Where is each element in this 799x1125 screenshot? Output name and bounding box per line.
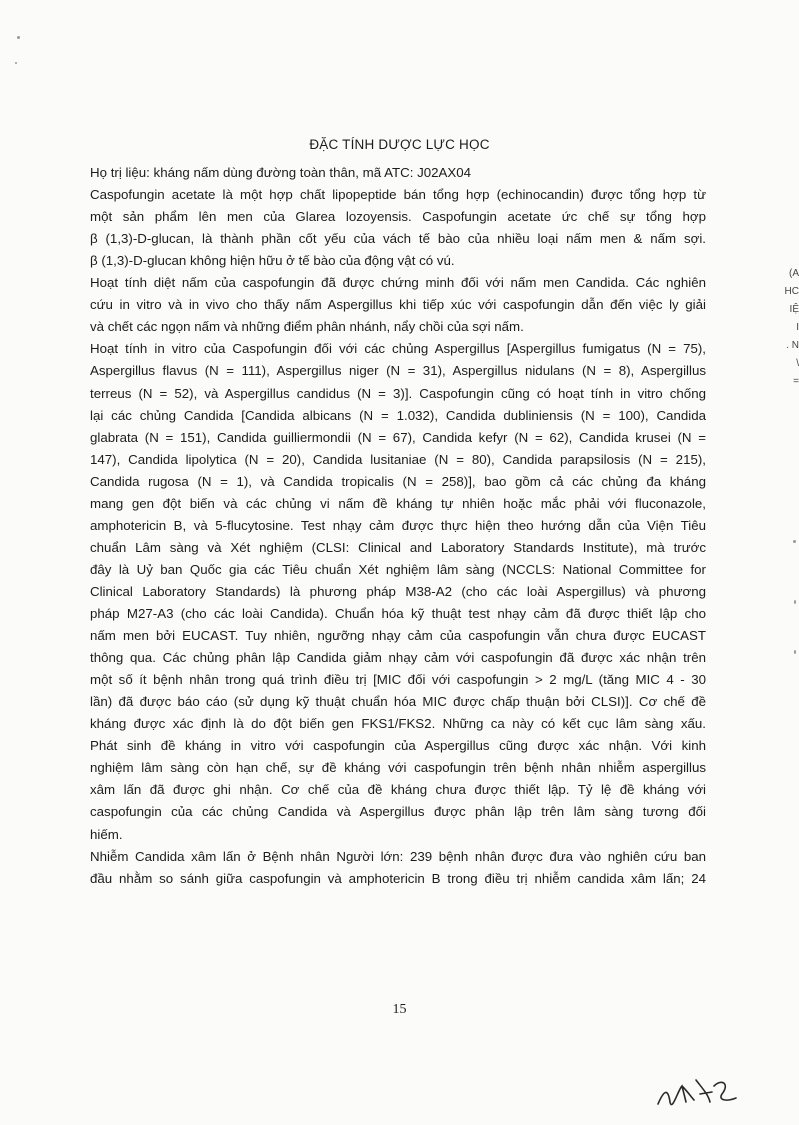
text-line: nấm men bởi EUCAST. Tuy nhiên, ngưỡng nhạy cảm của caspofungin vẫn chưa được EUCAST	[90, 628, 706, 644]
text-line: hiếm.	[90, 826, 123, 842]
handwritten-signature	[652, 1068, 762, 1118]
text-line: glabrata (N = 151), Candida guilliermondii (N = 67), Candida kefyr (N = 62), Candida krusei (N =	[90, 429, 706, 445]
text-line: Hoạt tính in vitro của Caspofungin đối với các chủng Aspergillus [Aspergillus fumigatus (N = 75),	[90, 341, 706, 357]
text-line: một sản phẩm lên men của Glarea lozoyensis. Caspofungin acetate ức chế sự tổng hợp	[90, 209, 706, 225]
scan-speck	[15, 62, 17, 64]
scan-margin-marks	[775, 265, 799, 415]
margin-mark: IỆ	[789, 304, 799, 315]
text-line: 147), Candida lipolytica (N = 20), Candida lusitaniae (N = 80), Candida parapsilosis (N = 215),	[90, 451, 706, 467]
text-line: nghiệm lâm sàng còn hạn chế, sự đề kháng với caspofungin trên bệnh nhân nhiễm aspergillus	[90, 760, 706, 776]
text-line: một số ít bệnh nhân trong quá trình điều trị [MIC đối với caspofungin > 2 mg/L (tăng MIC 4 - 30	[90, 672, 706, 688]
text-line: terreus (N = 52), và Aspergillus candidus (N = 3)]. Caspofungin cũng có hoạt tính in vitro chống	[90, 385, 706, 401]
text-line: kháng được xác định là do đột biến gen FKS1/FKS2. Những ca này có kết cục lâm sàng xấu.	[90, 716, 706, 732]
text-line: Candida rugosa (N = 1), và Candida tropicalis (N = 258)], bao gồm cả các chủng đa kháng	[90, 473, 706, 489]
margin-mark: HC	[784, 286, 799, 297]
text-line: đầu nhằm so sánh giữa caspofungin và amphotericin B trong điều trị nhiễm candida xâm lấn; 24	[90, 870, 706, 886]
text-line: β (1,3)-D-glucan không hiện hữu ở tế bào của động vật có vú.	[90, 253, 455, 269]
text-line: lại các chủng Candida [Candida albicans (N = 1.032), Candida dubliniensis (N = 100), Candida	[90, 407, 706, 423]
text-line: Nhiễm Candida xâm lấn ở Bệnh nhân Người lớn: 239 bệnh nhân được đưa vào nghiên cứu ban	[90, 848, 706, 864]
margin-mark: . N	[786, 340, 799, 351]
margin-mark: I	[796, 322, 799, 333]
text-line: Hoạt tính diệt nấm của caspofungin đã được chứng minh đối với nấm men Candida. Các nghiên	[90, 275, 706, 291]
text-line: Aspergillus flavus (N = 111), Aspergillus niger (N = 31), Aspergillus nidulans (N = 8), Aspergillus	[90, 363, 706, 379]
text-line: đây là Uỷ ban Quốc gia các Tiêu chuẩn Xét nghiệm lâm sàng (NCCLS: National Committee for	[90, 561, 706, 577]
text-line: xâm lấn đã được ghi nhận. Cơ chế của đề kháng chưa được thiết lập. Tỷ lệ đề kháng với	[90, 782, 706, 798]
text-line: β (1,3)-D-glucan, là thành phần cốt yếu của vách tế bào của nhiều loại nấm men & nấm sợi.	[90, 231, 706, 247]
text-line: pháp M27-A3 (cho các loài Candida). Chuẩn hóa kỹ thuật test nhạy cảm đã được thiết lập cho	[90, 606, 706, 621]
margin-mark: =	[793, 376, 799, 387]
margin-mark: (A	[789, 268, 799, 279]
text-line: Caspofungin acetate là một hợp chất lipopeptide bán tổng hợp (echinocandin) được tổng hợp từ	[90, 187, 706, 203]
scan-speck	[794, 650, 796, 654]
text-line: thông qua. Các chủng phân lập Candida giảm nhạy cảm với caspofungin đã được xác nhận trên	[90, 650, 706, 666]
text-line: caspofungin của các chủng Candida và Aspergillus được phân lập trên lâm sàng tương đối	[90, 804, 706, 820]
text-line: cứu in vitro và in vivo cho thấy nấm Aspergillus khi tiếp xúc với caspofungin dẫn đến việc ly giải	[90, 297, 706, 313]
document-title: ĐẶC TÍNH DƯỢC LỰC HỌC	[309, 137, 490, 152]
scan-speck	[794, 600, 796, 604]
text-line: Phát sinh đề kháng in vitro với caspofungin của Aspergillus cũng được xác nhận. Với kinh	[90, 738, 706, 754]
text-line: Họ trị liệu: kháng nấm dùng đường toàn thân, mã ATC: J02AX04	[90, 165, 472, 180]
page-number: 15	[392, 1002, 407, 1017]
text-line: và chết các ngọn nấm và những điểm phân nhánh, nẩy chồi của sợi nấm.	[90, 319, 524, 335]
margin-mark: \	[796, 358, 799, 369]
scan-speck	[793, 540, 796, 543]
text-line: mang gen đột biến và các chủng vi nấm đề kháng tự nhiên hoặc mắc phải với fluconazole,	[90, 495, 706, 511]
text-line: Clinical Laboratory Standards) là phương pháp M38-A2 (cho các loài Aspergillus) và phương	[90, 583, 706, 599]
scan-speck	[17, 36, 20, 39]
text-line: lần) đã được báo cáo (sử dụng kỹ thuật chuẩn hóa MIC được chấp thuận bởi CLSI)]. Cơ chế đề	[90, 694, 706, 710]
text-line: chuẩn Lâm sàng và Xét nghiệm (CLSI: Clinical and Laboratory Standards Institute), mà trước	[90, 539, 706, 555]
text-line: amphotericin B, và 5-flucytosine. Test nhạy cảm được thực hiện theo hướng dẫn của Viện Tiêu	[90, 517, 706, 533]
